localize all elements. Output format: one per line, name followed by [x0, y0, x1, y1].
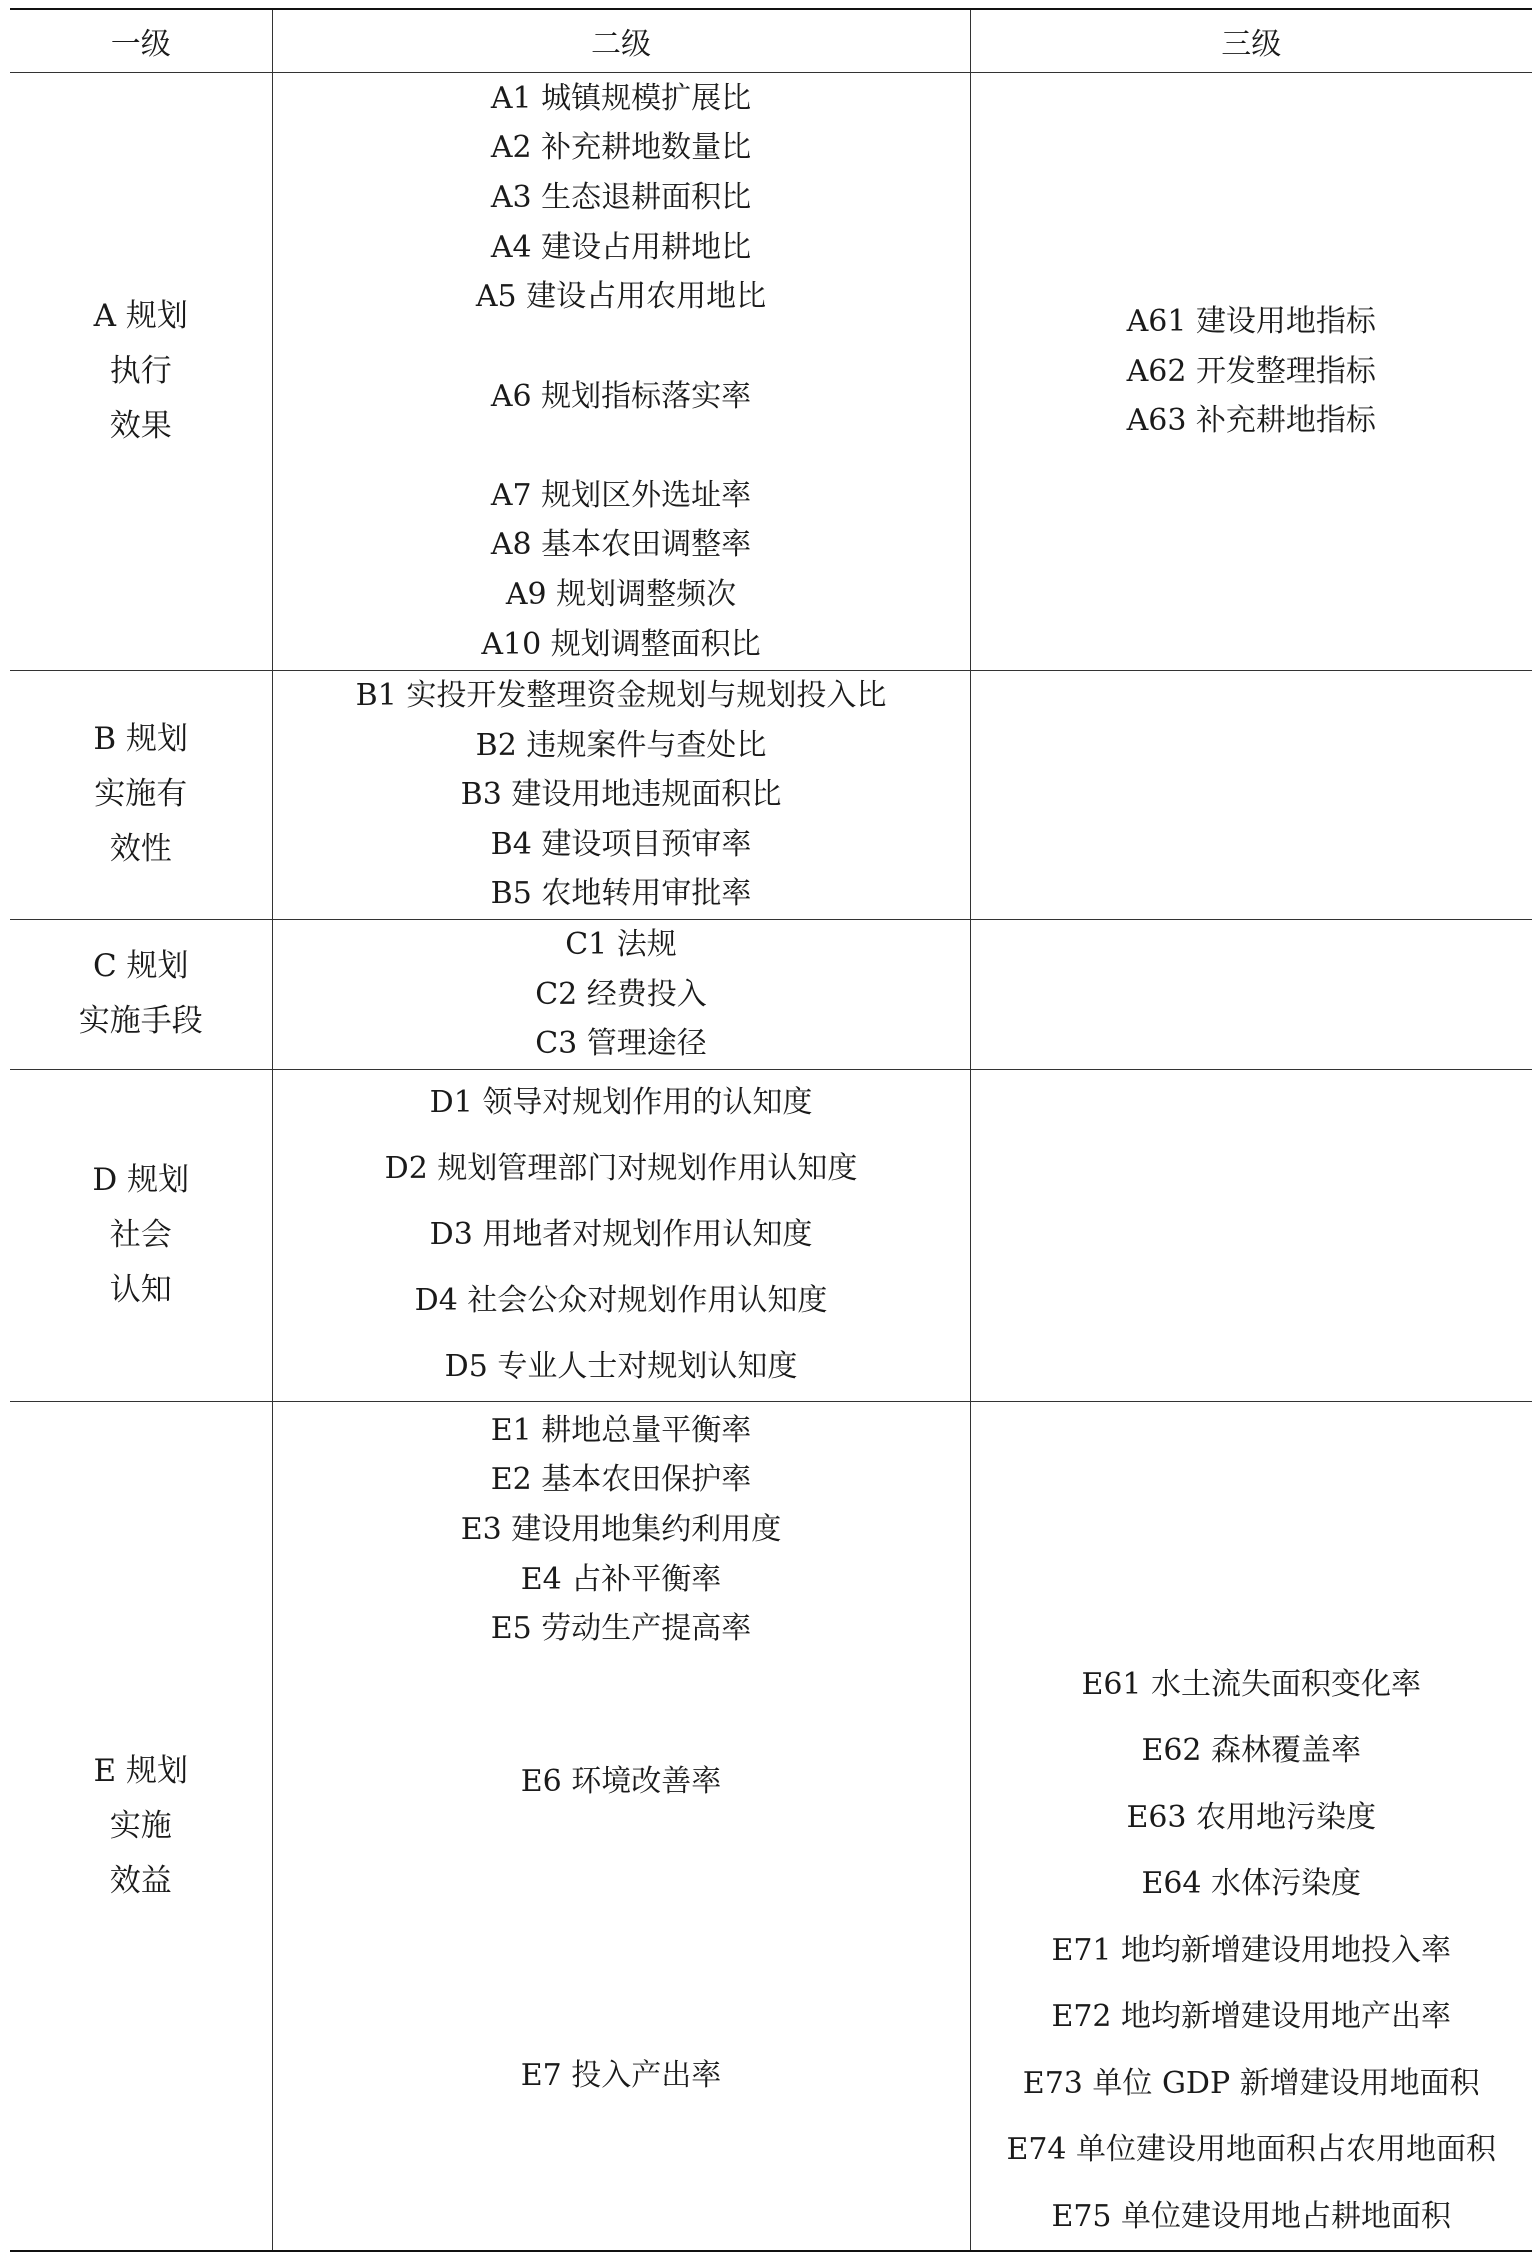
group-d-level1: D 规划 社会 认知 — [10, 1069, 272, 1401]
indicator-e7: E7 投入产出率 — [520, 2057, 722, 2093]
indicator-a4: A4 建设占用耕地比 — [490, 229, 752, 265]
indicator-a2: A2 补充耕地数量比 — [490, 130, 752, 166]
indicator-a63: A63 补充耕地指标 — [1126, 403, 1376, 439]
indicator-e61: E61 水土流失面积变化率 — [1081, 1666, 1422, 1702]
indicator-d2: D2 规划管理部门对规划作用认知度 — [384, 1151, 858, 1187]
indicator-a10: A10 规划调整面积比 — [481, 626, 761, 662]
indicator-d5: D5 专业人士对规划认知度 — [444, 1349, 798, 1385]
indicator-a62: A62 开发整理指标 — [1126, 353, 1376, 389]
indicator-b5: B5 农地转用审批率 — [490, 876, 752, 912]
indicator-e1: E1 耕地总量平衡率 — [490, 1412, 752, 1448]
indicator-b2: B2 违规案件与查处比 — [475, 727, 767, 763]
indicator-e71: E71 地均新增建设用地投入率 — [1051, 1932, 1452, 1968]
group-a-level2 — [272, 73, 970, 671]
indicator-e63: E63 农用地污染度 — [1126, 1799, 1377, 1835]
group-c-row — [10, 919, 1532, 1069]
group-d-level3 — [970, 1069, 1532, 1401]
group-a-level1: A 规划 执行 效果 — [10, 73, 272, 671]
indicator-table — [10, 8, 1532, 2252]
group-c-level2 — [272, 919, 970, 1069]
indicator-a61: A61 建设用地指标 — [1126, 304, 1376, 340]
indicator-a8: A8 基本农田调整率 — [490, 527, 752, 563]
indicator-a6: A6 规划指标落实率 — [490, 378, 752, 414]
header-row — [10, 9, 1532, 73]
indicator-b3: B3 建设用地违规面积比 — [460, 777, 782, 813]
header-level3: 三级 — [970, 9, 1532, 73]
indicator-e64: E64 水体污染度 — [1141, 1866, 1362, 1902]
indicator-e75: E75 单位建设用地占耕地面积 — [1051, 2198, 1452, 2234]
group-b-level1: B 规划 实施有 效性 — [10, 671, 272, 920]
indicator-e3: E3 建设用地集约利用度 — [460, 1511, 782, 1547]
indicator-a7: A7 规划区外选址率 — [490, 477, 752, 513]
indicator-a9: A9 规划调整频次 — [505, 576, 737, 612]
group-c-level3 — [970, 919, 1532, 1069]
indicator-a5: A5 建设占用农用地比 — [475, 279, 767, 315]
indicator-e62: E62 森林覆盖率 — [1141, 1733, 1362, 1769]
indicator-c3: C3 管理途径 — [535, 1026, 707, 1062]
header-level2: 二级 — [272, 9, 970, 73]
indicator-d3: D3 用地者对规划作用认知度 — [429, 1217, 813, 1253]
indicator-e74: E74 单位建设用地面积占农用地面积 — [1006, 2132, 1497, 2168]
group-e-row — [10, 1401, 1532, 2251]
group-d-row — [10, 1069, 1532, 1401]
group-b-level3 — [970, 671, 1532, 920]
indicator-c1: C1 法规 — [565, 926, 677, 962]
group-e-level1: E 规划 实施 效益 — [10, 1401, 272, 2251]
indicator-e73: E73 单位 GDP 新增建设用地面积 — [1022, 2065, 1480, 2101]
indicator-a1: A1 城镇规模扩展比 — [490, 80, 752, 116]
group-a-level3 — [970, 73, 1532, 671]
indicator-b4: B4 建设项目预审率 — [490, 826, 752, 862]
indicator-e72: E72 地均新增建设用地产出率 — [1051, 1999, 1452, 2035]
group-e-level3 — [970, 1401, 1532, 2251]
indicator-e2: E2 基本农田保护率 — [490, 1462, 752, 1498]
group-a-row — [10, 73, 1532, 671]
group-b-level2 — [272, 671, 970, 920]
indicator-c2: C2 经费投入 — [535, 976, 707, 1012]
group-d-level2 — [272, 1069, 970, 1401]
indicator-e6: E6 环境改善率 — [520, 1763, 722, 1799]
indicator-a3: A3 生态退耕面积比 — [490, 180, 752, 216]
header-level1: 一级 — [10, 9, 272, 73]
indicator-d4: D4 社会公众对规划作用认知度 — [414, 1283, 828, 1319]
indicator-e4: E4 占补平衡率 — [520, 1561, 722, 1597]
indicator-d1: D1 领导对规划作用的认知度 — [429, 1085, 813, 1121]
group-c-level1: C 规划 实施手段 — [10, 919, 272, 1069]
group-e-level2 — [272, 1401, 970, 2251]
indicator-b1: B1 实投开发整理资金规划与规划投入比 — [355, 678, 887, 713]
indicator-e5: E5 劳动生产提高率 — [490, 1611, 752, 1647]
group-b-row — [10, 671, 1532, 920]
